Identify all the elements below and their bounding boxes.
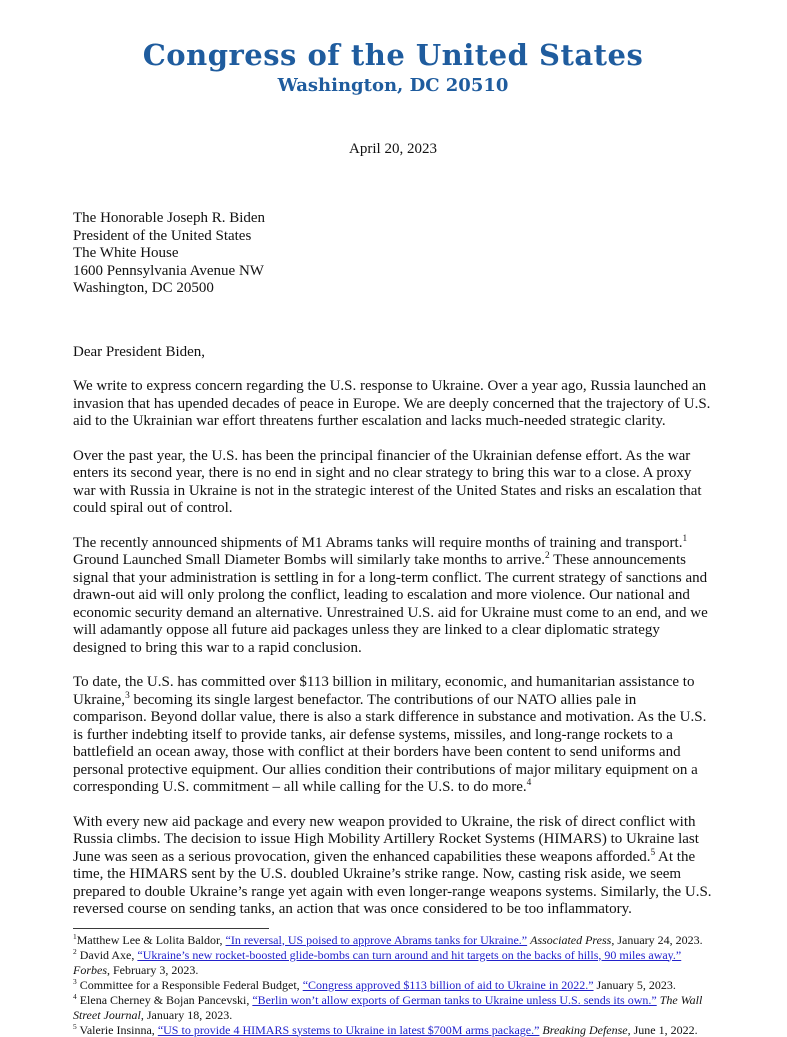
body-paragraph: To date, the U.S. has committed over $113 billion in military, economic, and humanitarian assistance to Ukraine,$^3$ becoming its single largest benefactor. The contributions of our NATO allies pale in comparison. Beyond dollar value, there is also a stark difference in substance and motivation. As the U.S. is further indebting itself to provide tanks, air defense systems, missiles, and long-range rockets to a battlefield an ocean away, those with conflict at their borders have been content to send uniforms and personal protective equipment. Our allies condition their contributions of major military equipment on a corresponding U.S. commitment – all while calling for the U.S. to do more.$^4$ <box>73 674 707 795</box>
footnote-ref: 1 <box>682 533 688 544</box>
footnote-link[interactable]: “Congress approved $113 billion of aid to Ukraine in 2022.” <box>302 977 594 992</box>
footnote-ref: 2 <box>545 551 550 561</box>
publication-name: Breaking Defense <box>542 1022 628 1037</box>
publication-name: Forbes <box>73 962 107 977</box>
letterhead-title: Congress of the United States <box>142 38 644 72</box>
address-line: 1600 Pennsylvania Avenue NW <box>73 262 264 279</box>
date-line: April 20, 2023 <box>349 141 437 157</box>
footnotes <box>73 933 713 1037</box>
footnote: $^2$ David Axe, “Ukraine’s new rocket-boosted glide-bombs can turn around and hit targets on the backs of hills, 90 miles away.” Forbes, February 3, 2023. <box>73 946 682 977</box>
footnote-ref: 3 <box>125 690 130 701</box>
publication-name: The Wall Street Journal <box>73 992 703 1022</box>
footnote-link[interactable]: “In reversal, US poised to approve Abrams tanks for Ukraine.” <box>225 932 528 947</box>
publication-name: Associated Press <box>530 932 612 947</box>
footnote: $^5$ Valerie Insinna, “US to provide 4 HIMARS systems to Ukraine in latest $700M arms package.” Breaking Defense, June 1, 2022. <box>73 1021 698 1037</box>
salutation: Dear President Biden, <box>73 343 206 360</box>
recipient-address <box>73 210 713 298</box>
address-line: The Honorable Joseph R. Biden <box>73 210 266 226</box>
footnote: $^4$ Elena Cherney & Bojan Pancevski, “Berlin won’t allow exports of German tanks to Ukraine unless U.S. sends its own.” The Wall Street Journal, January 18, 2023. <box>73 991 703 1022</box>
footnote-ref: 5 <box>73 1021 77 1031</box>
footnote-ref: 4 <box>526 778 532 788</box>
footnote-ref: 4 <box>73 991 77 1001</box>
footnote-link[interactable]: “Berlin won’t allow exports of German tanks to Ukraine unless U.S. sends its own.” <box>252 992 657 1007</box>
body-paragraph: The recently announced shipments of M1 Abrams tanks will require months of training and transport.$^1$ Ground Launched Small Diameter Bombs will similarly take months to arrive.$^2$ These announcements signal that your administration is settling in for a long-term conflict. The current strategy of sanctions and drawn-out aid will only prolong the conflict, leading to escalation and more violence. Our national and economic security demand an alternative. Unrestrained U.S. aid for Ukraine must come to an end, and we will adamantly oppose all future aid packages unless they are linked to a clear diplomatic strategy designed to bring this war to a rapid conclusion. <box>73 533 708 656</box>
body-paragraph: With every new aid package and every new weapon provided to Ukraine, the risk of direct conflict with Russia climbs. The decision to issue High Mobility Artillery Rocket Systems (HIMARS) to Ukraine last June was seen as a serious provocation, given the enhanced capabilities these weapons afforded.$^5$ At the time, the HIMARS sent by the U.S. doubled Ukraine’s strike range. Now, casting risk aside, we seem prepared to double Ukraine’s range yet again with even longer-range weapons systems. Similarly, the U.S. reversed course on sending tanks, an action that was once considered to be too inflammatory. <box>73 813 712 917</box>
address-line: President of the United States <box>73 227 252 244</box>
body-paragraph: Over the past year, the U.S. has been the principal financier of the Ukrainian defense effort. As the war enters its second year, there is no end in sight and no clear strategy to bring this war to a close. A proxy war with Russia in Ukraine is not in the strategic interest of the United States and risks an escalation that could spiral out of control. <box>73 447 702 516</box>
footnote: $^3$ Committee for a Responsible Federal Budget, “Congress approved $113 billion of aid to Ukraine in 2022.” January 5, 2023. <box>73 976 676 992</box>
footnote: $^1$Matthew Lee & Lolita Baldor, “In reversal, US poised to approve Abrams tanks for Ukraine.” Associated Press, January 24, 2023. <box>73 931 703 947</box>
footnote-separator <box>73 928 269 929</box>
footnote-link[interactable]: “Ukraine’s new rocket-boosted glide-bombs can turn around and hit targets on the backs of hills, 90 miles away.” <box>137 947 682 962</box>
letterhead-city: Washington, DC 20510 <box>277 75 509 96</box>
footnote-link[interactable]: “US to provide 4 HIMARS systems to Ukraine in latest $700M arms package.” <box>157 1022 540 1037</box>
footnote-ref: 3 <box>73 976 77 986</box>
footnote-ref: 2 <box>73 946 77 956</box>
letterhead <box>73 38 713 98</box>
address-line: The White House <box>73 245 179 261</box>
address-line: Washington, DC 20500 <box>73 280 214 296</box>
footnote-ref: 1 <box>73 931 77 941</box>
body-paragraph: We write to express concern regarding the U.S. response to Ukraine. Over a year ago, Russia launched an invasion that has upended decades of peace in Europe. We are deeply concerned that the trajectory of U.S. aid to the Ukrainian war effort threatens further escalation and lacks much-needed strategic clarity. <box>73 378 711 429</box>
footnote-ref: 5 <box>650 847 656 858</box>
